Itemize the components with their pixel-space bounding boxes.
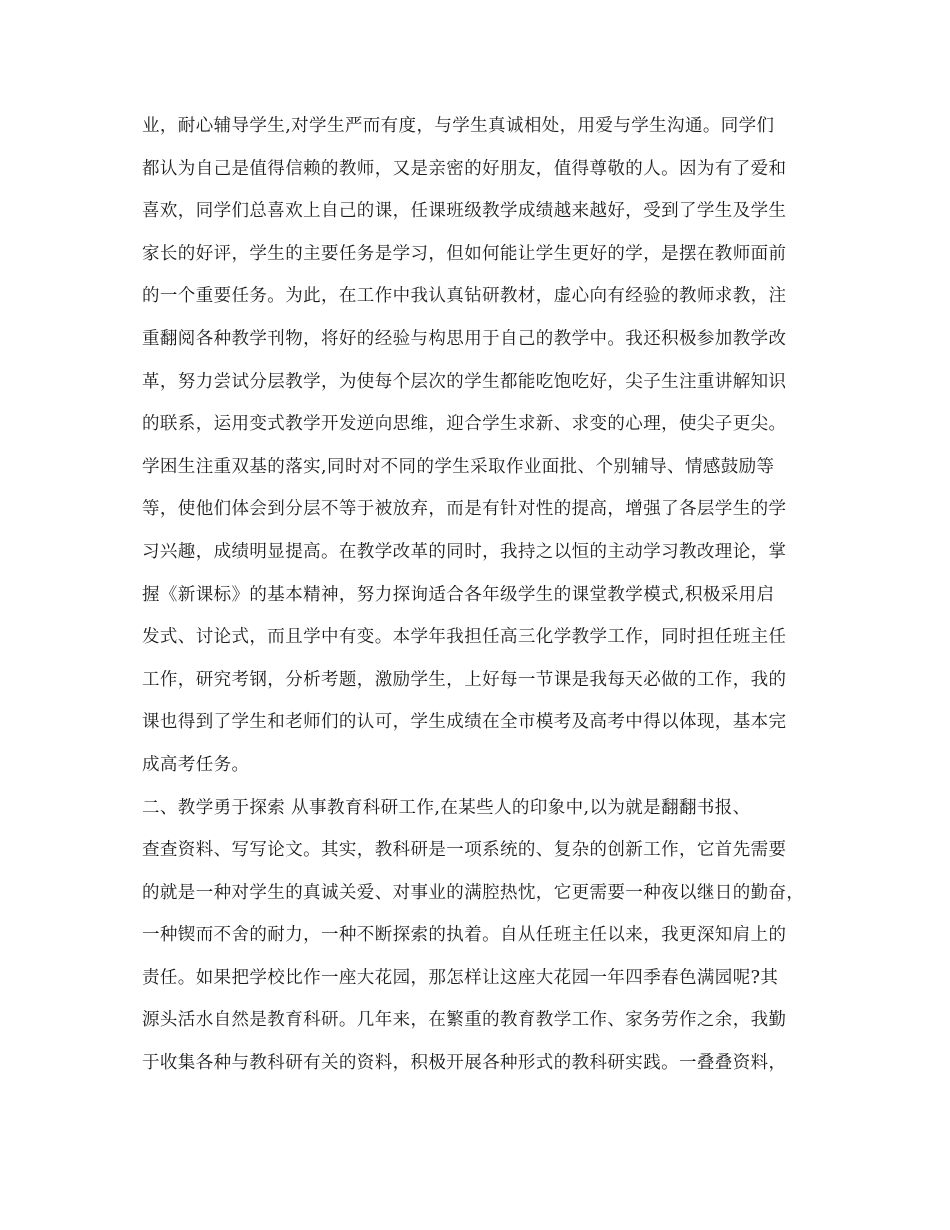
text-line: 源头活水自然是教育科研。几年来，在繁重的教育教学工作、家务劳作之余，我勤 xyxy=(142,1010,787,1031)
text-line: 的就是一种对学生的真诚关爱、对事业的满腔热忱，它更需要一种夜以继日的勤奋， xyxy=(142,882,805,903)
text-line: 的联系，运用变式教学开发逆向思维，迎合学生求新、求变的心理，使尖子更尖。 xyxy=(142,414,787,435)
text-line: 握《新课标》的基本精神，努力探询适合各年级学生的课堂教学模式,积极采用启 xyxy=(142,584,775,605)
text-line: 课也得到了学生和老师们的认可，学生成绩在全市模考及高考中得以体现，基本完 xyxy=(142,712,787,733)
text-line: 查查资料、写写论文。其实，教科研是一项系统的、复杂的创新工作，它首先需要 xyxy=(142,840,787,861)
text-line: 工作，研究考钢，分析考题，激励学生，上好每一节课是我每天必做的工作，我的 xyxy=(142,669,787,690)
text-line: 家长的好评，学生的主要任务是学习，但如何能让学生更好的学，是摆在教师面前 xyxy=(142,243,787,264)
text-line: 革，努力尝试分层教学，为使每个层次的学生都能吃饱吃好，尖子生注重讲解知识 xyxy=(142,371,787,392)
text-line: 一种锲而不舍的耐力，一种不断探索的执着。自从任班主任以来，我更深知肩上的 xyxy=(142,925,787,946)
text-line: 业，耐心辅导学生,对学生严而有度，与学生真诚相处，用爱与学生沟通。同学们 xyxy=(142,116,775,136)
text-line: 习兴趣，成绩明显提高。在教学改革的同时，我持之以恒的主动学习教改理论，掌 xyxy=(142,541,787,562)
text-line: 学困生注重双基的落实,同时对不同的学生采取作业面批、个别辅导、情感鼓励等 xyxy=(142,456,775,477)
text-line: 等，使他们体会到分层不等于被放弃，而是有针对性的提高，增强了各层学生的学 xyxy=(142,499,787,520)
text-line: 发式、讨论式，而且学中有变。本学年我担任高三化学教学工作，同时担任班主任 xyxy=(142,627,787,648)
text-line: 都认为自己是值得信赖的教师，又是亲密的好朋友，值得尊敬的人。因为有了爱和 xyxy=(142,158,787,179)
body-text xyxy=(142,113,810,1093)
section-heading-line: 二、教学勇于探索 从事教育科研工作,在某些人的印象中,以为就是翻翻书报、 xyxy=(142,797,751,818)
text-line: 的一个重要任务。为此，在工作中我认真钻研教材，虚心向有经验的教师求教，注 xyxy=(142,286,787,307)
text-line: 喜欢，同学们总喜欢上自己的课，任课班级教学成绩越来越好，受到了学生及学生 xyxy=(142,201,787,222)
text-line: 责任。如果把学校比作一座大花园，那怎样让这座大花园一年四季春色满园呢?其 xyxy=(142,967,779,988)
text-line: 重翻阅各种教学刊物，将好的经验与构思用于自己的教学中。我还积极参加教学改 xyxy=(142,328,787,349)
text-line: 于收集各种与教科研有关的资料，积极开展各种形式的教科研实践。一叠叠资料， xyxy=(142,1053,787,1074)
text-line: 成高考任务。 xyxy=(142,754,250,775)
